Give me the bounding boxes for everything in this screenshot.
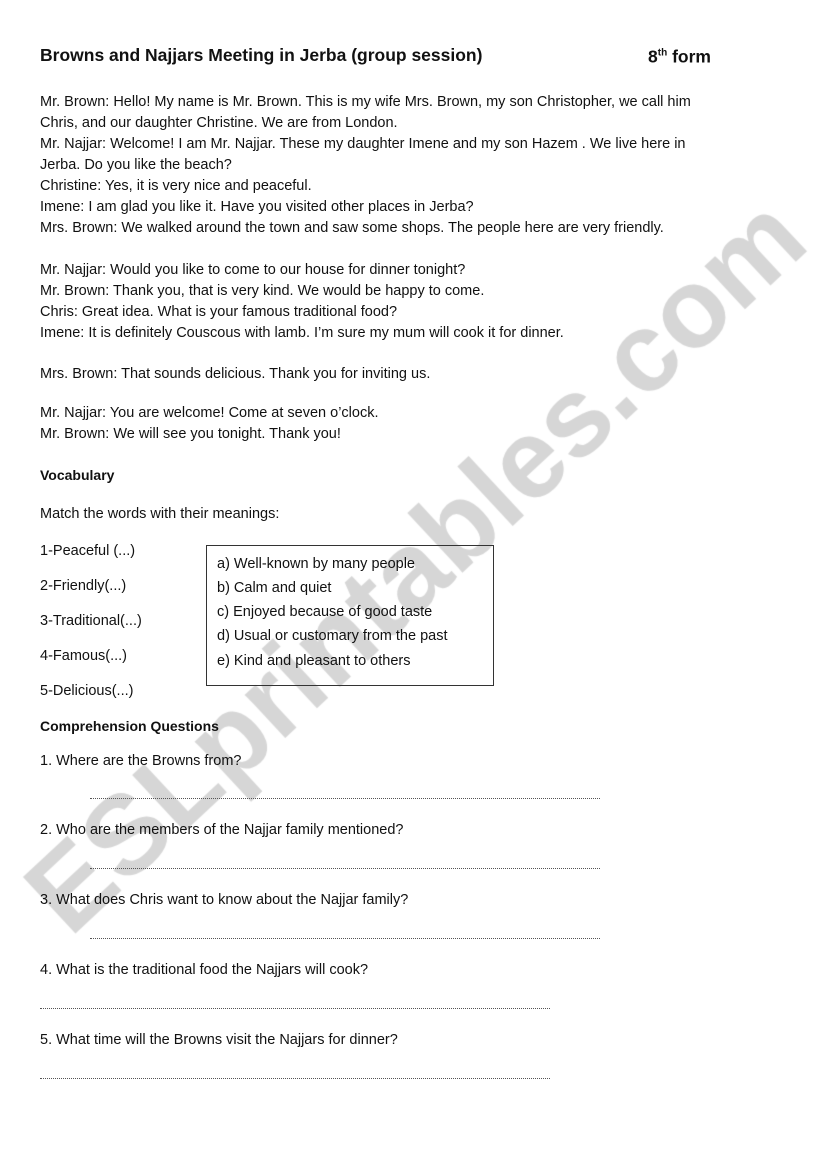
vocab-meaning: e) Kind and pleasant to others xyxy=(217,653,411,669)
dialogue-line: Mr. Brown: We will see you tonight. Thank you! xyxy=(40,426,341,442)
dialogue-line: Chris: Great idea. What is your famous traditional food? xyxy=(40,304,398,320)
dialogue-line: Mr. Brown: Thank you, that is very kind. We would be happy to come. xyxy=(40,283,485,299)
dialogue-line: Chris, and our daughter Christine. We are from London. xyxy=(40,115,398,131)
form-word: form xyxy=(672,46,711,67)
worksheet-title: Browns and Najjars Meeting in Jerba (group session) xyxy=(40,45,483,65)
form-suffix: th xyxy=(657,47,668,59)
question: 4. What is the traditional food the Najjars will cook? xyxy=(40,962,369,978)
vocab-meaning: b) Calm and quiet xyxy=(217,580,332,596)
answer-line[interactable] xyxy=(90,938,600,939)
vocab-meaning: d) Usual or customary from the past xyxy=(217,628,448,644)
dialogue-line: Jerba. Do you like the beach? xyxy=(40,157,232,173)
answer-line[interactable] xyxy=(40,1008,550,1009)
vocab-meaning: c) Enjoyed because of good taste xyxy=(217,604,433,620)
dialogue-line: Mr. Najjar: Would you like to come to our house for dinner tonight? xyxy=(40,262,466,278)
question: 3. What does Chris want to know about the Najjar family? xyxy=(40,892,409,908)
dialogue-line: Mr. Najjar: You are welcome! Come at seven o’clock. xyxy=(40,405,379,421)
question: 5. What time will the Browns visit the Najjars for dinner? xyxy=(40,1032,398,1048)
answer-line[interactable] xyxy=(90,868,600,869)
vocab-word: 5-Delicious(...) xyxy=(40,683,134,699)
question: 2. Who are the members of the Najjar family mentioned? xyxy=(40,822,404,838)
vocab-word: 3-Traditional(...) xyxy=(40,613,142,629)
dialogue-line: Christine: Yes, it is very nice and peaceful. xyxy=(40,178,312,194)
dialogue-line: Imene: I am glad you like it. Have you visited other places in Jerba? xyxy=(40,199,474,215)
vocab-word: 2-Friendly(...) xyxy=(40,578,127,594)
dialogue-line: Mr. Brown: Hello! My name is Mr. Brown. This is my wife Mrs. Brown, my son Christopher, we call him xyxy=(40,94,691,110)
vocab-word: 4-Famous(...) xyxy=(40,648,128,664)
dialogue-line: Imene: It is definitely Couscous with lamb. I’m sure my mum will cook it for dinner. xyxy=(40,325,564,341)
comprehension-heading: Comprehension Questions xyxy=(40,718,219,734)
answer-line[interactable] xyxy=(40,1078,550,1079)
vocabulary-instruction: Match the words with their meanings: xyxy=(40,506,280,522)
vocab-word: 1-Peaceful (...) xyxy=(40,543,136,559)
dialogue-line: Mrs. Brown: We walked around the town and saw some shops. The people here are very friendly. xyxy=(40,220,664,236)
answer-line[interactable] xyxy=(90,798,600,799)
dialogue-line: Mrs. Brown: That sounds delicious. Thank you for inviting us. xyxy=(40,366,431,382)
vocab-meaning: a) Well-known by many people xyxy=(217,556,415,572)
vocabulary-heading: Vocabulary xyxy=(40,467,115,483)
form-number: 8 xyxy=(648,46,658,67)
question: 1. Where are the Browns from? xyxy=(40,753,242,769)
dialogue-line: Mr. Najjar: Welcome! I am Mr. Najjar. These my daughter Imene and my son Hazem . We live here in xyxy=(40,136,686,152)
form-level xyxy=(648,45,711,66)
